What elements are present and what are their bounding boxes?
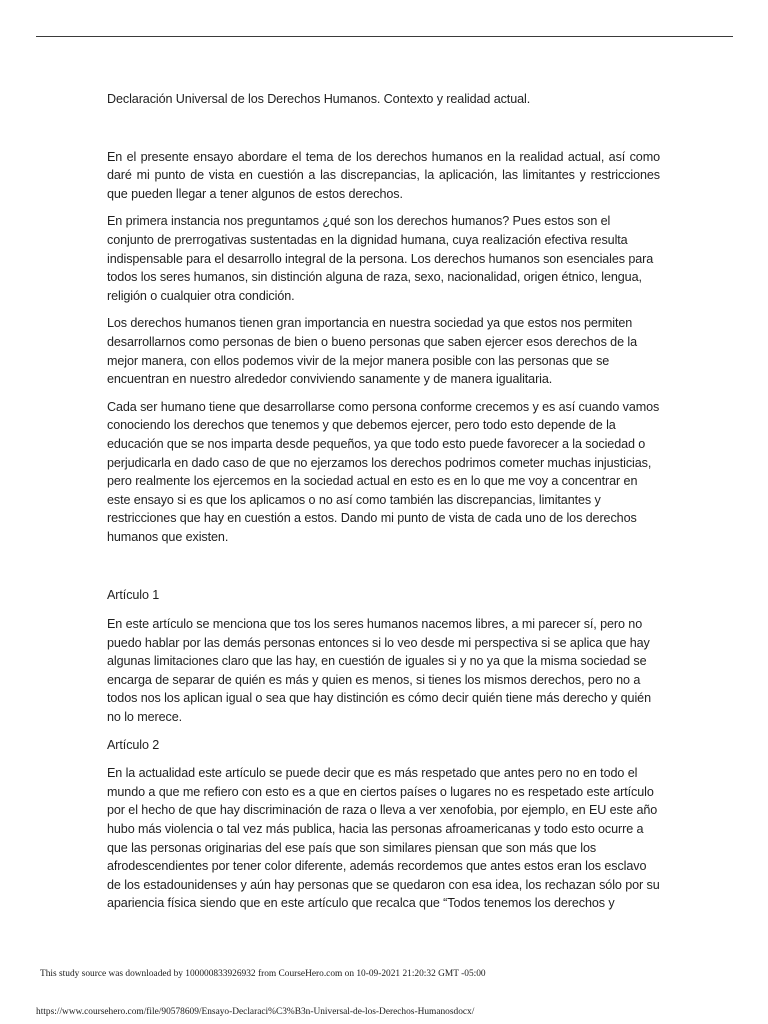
article-1-text: En este artículo se menciona que tos los seres humanos nacemos libres, a mi parecer sí, pero no puedo hablar por las demás personas entonces si lo veo desde mi perspectiva si se aplica que hay algunas limitaciones claro que las hay, en cuestión de iguales si y no ya que la misma sociedad se encarga de separar de quién es más y quien es menos, si tienes los mismos derechos, pero no a todos nos los aplican igual o sea que hay distinción es cómo decir quién tiene más derecho y quién no lo merece. xyxy=(107,617,651,725)
article-1-heading: Artículo 1 xyxy=(107,588,160,603)
article-2-text: En la actualidad este artículo se puede decir que es más respetado que antes pero no en todo el mundo a que me refiero con esto es a que en ciertos países o lugares no es respetado este artículo por el hecho de que hay discriminación de raza o lleva a ver xenofobia, por ejemplo, en EU este año hubo más violencia o tal vez más publica, hacia las personas afroamericanas y todo esto ocurre a que las personas originarias del ese país que son similares piensan que son más que los afrodescendientes por tener color diferente, además recordemos que antes estos eran los esclavo de los estadounidenses y aún hay personas que se quedaron con esa idea, los rechazan sólo por su apariencia física siendo que en este artículo que recalca que “Todos tenemos los derechos y xyxy=(107,766,660,911)
document-body xyxy=(107,90,660,922)
article-2-heading: Artículo 2 xyxy=(107,737,160,752)
top-divider xyxy=(36,36,733,37)
paragraph-intro: En el presente ensayo abordare el tema de los derechos humanos en la realidad actual, así como daré mi punto de vista en cuestión a las discrepancias, la aplicación, las limitantes y restricciones que pueden llegar a tener algunos de estos derechos. xyxy=(107,149,660,201)
paragraph-definition: En primera instancia nos preguntamos ¿qué son los derechos humanos? Pues estos son el conjunto de prerrogativas sustentadas en la dignidad humana, cuya realización efectiva resulta indispensable para el desarrollo integral de la persona. Los derechos humanos son esenciales para todos los seres humanos, sin distinción alguna de raza, sexo, nacionalidad, origen étnico, lengua, religión o cualquier otra condición. xyxy=(107,214,654,303)
source-url[interactable]: https://www.coursehero.com/file/90578609/Ensayo-Declaraci%C3%B3n-Universal-de-los-Derechos-Humanosdocx/ xyxy=(36,1007,475,1017)
download-source-note: This study source was downloaded by 100000833926932 from CourseHero.com on 10-09-2021 21:20:32 GMT -05:00 xyxy=(40,969,486,979)
document-title: Declaración Universal de los Derechos Humanos. Contexto y realidad actual. xyxy=(107,92,531,106)
paragraph-importance: Los derechos humanos tienen gran importancia en nuestra sociedad ya que estos nos permiten desarrollarnos como personas de bien o bueno personas que saben ejercer esos derechos de la mejor manera, con ellos podemos vivir de la mejor manera posible con las personas que se encuentran en nuestro alrededor conviviendo sanamente y de manera igualitaria. xyxy=(107,316,637,387)
paragraph-development: Cada ser humano tiene que desarrollarse como persona conforme crecemos y es así cuando vamos conociendo los derechos que tenemos y que debemos ejercer, pero todo esto depende de la educación que se nos imparta desde pequeños, ya que todo esto puede favorecer a la sociedad o perjudicarla en dado caso de que no ejerzamos los derechos podrimos cometer muchas injusticias, pero realmente los ejercemos en la sociedad actual en esto es en lo que me voy a concentrar en este ensayo si es que los aplicamos o no así como también las discrepancias, limitantes y restricciones que hay en cuestión a estos. Dando mi punto de vista de cada uno de los derechos humanos que existen. xyxy=(107,399,660,544)
